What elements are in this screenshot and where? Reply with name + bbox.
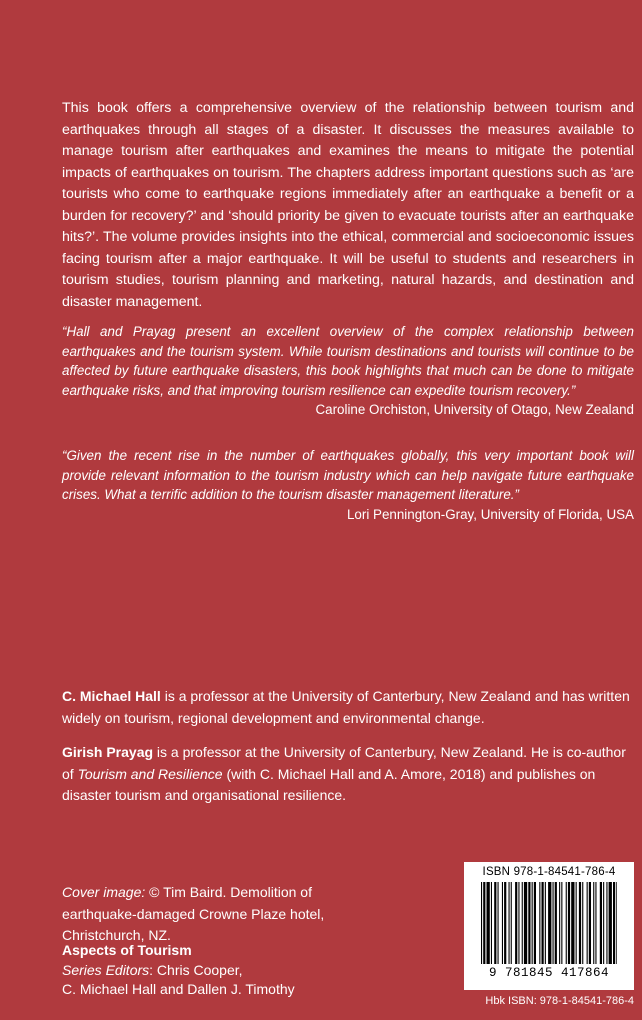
barcode-bar	[528, 882, 530, 964]
endorsement-quote	[62, 322, 634, 420]
barcode-bar	[534, 882, 536, 964]
author-name: Girish Prayag	[62, 744, 154, 760]
book-description: This book offers a comprehensive overview of the relationship between tourism and earthquakes through all stages of a disaster. It discusses the measures available to manage tourism after earthquakes and examines the means to mitigate the potential impacts of earthquakes on tourism. The chapters address important questions such as ‘are tourists who come to earthquake regions immediately after an earthquake a benefit or a burden for recovery?’ and ‘should priority be given to evacuate tourists after an earthquake hits?’. The volume provides insights into the ethical, commercial and socioeconomic issues facing tourism after a major earthquake. It will be useful to students and researchers in tourism studies, tourism planning and marketing, natural hazards, and destination and disaster management.	[62, 100, 634, 310]
credit-text: © Tim Baird. Demolition of earthquake-damaged Crowne Plaze hotel, Christchurch, NZ.	[62, 884, 325, 943]
barcode-bar	[542, 882, 544, 964]
quote-attribution: Lori Pennington-Gray, University of Florida, USA	[346, 506, 634, 522]
barcode-digits: 9 781845 417864	[488, 966, 610, 980]
barcode-bar	[548, 882, 551, 964]
quote-attribution: Caroline Orchiston, University of Otago, New Zealand	[315, 402, 634, 417]
barcode-bar	[579, 882, 581, 964]
quote-text: “Given the recent rise in the number of earthquakes globally, this very important book will provide relevant information to the tourism industry which can help navigate future earthquake crises. What a terrific addition to the tourism disaster management literature.”	[62, 448, 634, 502]
author-bio-text: is a professor at the University of Canterbury, New Zealand and has written widely on tourism, regional development and environmental change.	[62, 688, 630, 726]
barcode-bar	[553, 882, 554, 964]
author-bio	[62, 686, 634, 729]
barcode-bar	[498, 882, 499, 964]
barcode-bar	[487, 882, 490, 964]
barcode-isbn: ISBN 978-1-84541-786-4	[482, 866, 616, 878]
author-bio	[62, 742, 634, 807]
cover-image-credit	[62, 882, 362, 947]
barcode-bar	[539, 882, 540, 964]
author-bio-text: (with C. Michael Hall and A. Amore, 2018) and publishes on disaster tourism and organisational resilience.	[62, 765, 596, 803]
barcode-bar	[603, 882, 604, 964]
endorsement-quote	[62, 446, 634, 524]
barcode-bar	[600, 882, 602, 964]
barcode-bar	[616, 882, 617, 964]
barcode-bar	[576, 882, 577, 964]
barcode-bar	[589, 882, 591, 964]
barcode-bar	[555, 882, 557, 964]
series-editors-label: Series Editors	[62, 961, 150, 978]
barcode-bar	[606, 882, 607, 964]
barcode-bar	[559, 882, 560, 964]
barcode-bar	[491, 882, 492, 964]
barcode-bar	[483, 882, 485, 964]
series-title: Aspects of Tourism	[62, 942, 192, 958]
barcode-bar	[502, 882, 503, 964]
series-editors: C. Michael Hall and Dallen J. Timothy	[62, 981, 295, 997]
barcode-bar	[515, 882, 517, 964]
barcode-bar	[561, 882, 562, 964]
barcode-bar	[494, 882, 496, 964]
barcode-bar	[587, 882, 588, 964]
author-name: C. Michael Hall	[62, 688, 161, 704]
quote-text: “Hall and Prayag present an excellent overview of the complex relationship between earthquakes and the tourism system. While tourism destinations and tourists will continue to be affected by future earthquake disasters, this book highlights that much can be done to mitigate earthquake risks, and that improving tourism resilience can expedite tourism recovery.”	[62, 324, 634, 398]
barcode-bar	[582, 882, 583, 964]
barcode-bar	[509, 882, 510, 964]
barcode	[464, 862, 634, 990]
barcode-bar	[568, 882, 570, 964]
barcode-bar	[524, 882, 527, 964]
barcode-bar	[481, 882, 482, 964]
barcode-bar	[566, 882, 567, 964]
credit-label: Cover image:	[62, 884, 146, 900]
barcode-bar	[571, 882, 574, 964]
series-editors: : Chris Cooper,	[149, 961, 243, 978]
barcode-bar	[522, 882, 523, 964]
barcode-bar	[511, 882, 512, 964]
barcode-bar	[504, 882, 506, 964]
barcode-bar	[593, 882, 594, 964]
barcode-bars	[481, 882, 617, 964]
barcode-bar	[518, 882, 519, 964]
series-info	[62, 941, 362, 1000]
author-bio-text: is a professor at the University of Canterbury, New Zealand. He is co-author of	[62, 744, 626, 782]
book-title-reference: Tourism and Resilience	[77, 765, 223, 782]
barcode-bar	[595, 882, 596, 964]
barcode-bar	[609, 882, 612, 964]
barcode-bar	[545, 882, 546, 964]
hardback-isbn: Hbk ISBN: 978-1-84541-786-4	[485, 995, 634, 1007]
barcode-bar	[613, 882, 615, 964]
barcode-bar	[532, 882, 533, 964]
